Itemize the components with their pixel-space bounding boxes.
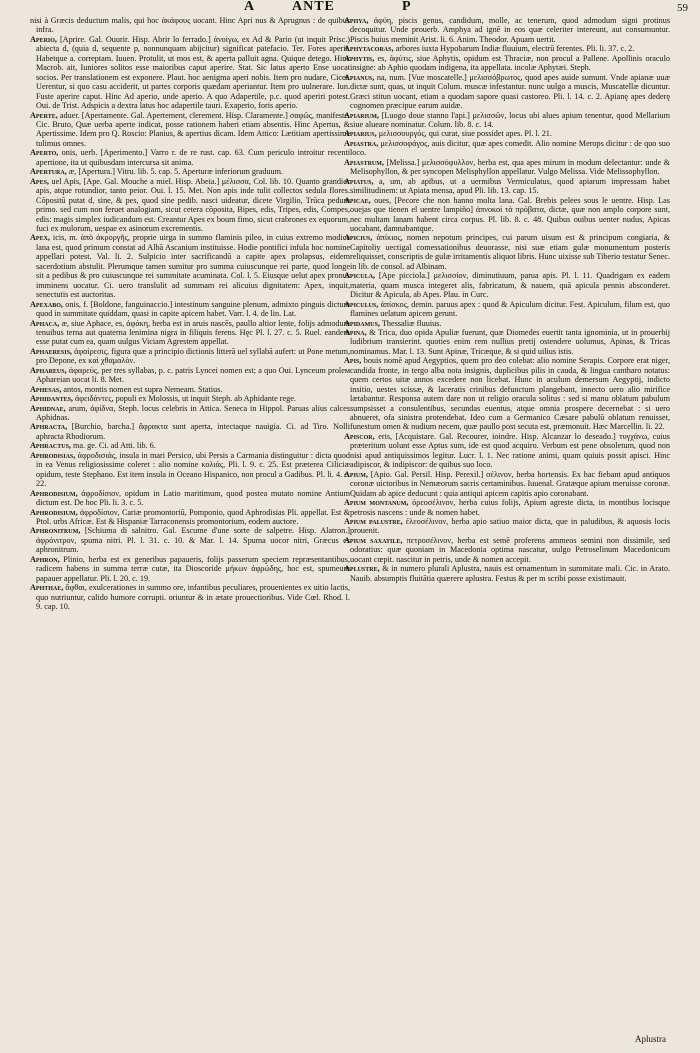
dictionary-entry — [30, 583, 350, 611]
header-word: ANTE — [292, 0, 335, 14]
dictionary-entry — [344, 356, 670, 432]
entry-headword: Aplustre, — [344, 564, 380, 574]
entry-headword: Aphractus, — [30, 441, 71, 451]
dictionary-entry — [344, 328, 670, 356]
header-letter-left: A — [244, 0, 256, 14]
entry-text: ἀφροδίσιον, opidum in Latio maritimum, quod postea mutato nomine Antium dictum est. De hoc Pli. li. 3. c. 5. — [36, 488, 350, 508]
entry-headword: Aperto, — [30, 148, 59, 158]
page-number: 59 — [677, 2, 688, 14]
entry-text: Thessaliæ fluuius. — [381, 318, 442, 328]
entry-headword: Aphrodisium, — [30, 507, 78, 517]
entry-headword: Apicius, — [344, 233, 373, 243]
dictionary-entry — [344, 129, 670, 138]
entry-text: icis, m. ἀπὸ ἀκροργῆς, proprie uirga in summo flaminis pileo, in cuius extremo modica lana est, quod primum constat ad Albā Ascanium instituisse. Hodie pontifici infula hoc nomine appellari potest. Val. li. 2. Sulpicio inter sacrificandū a capite apex prolapsus, eidem sacerdotium abstulit. Plerumque tamen sumitur pro summa cuiuscunque rei parte, quod longe sit a pedibus & pro cuiuscunque rei summitate acuminata. Col. l. 5. Eiusque uelut apex pronus imminens uocatur. Ci. uero translulit ad summam rei alicuius dignitatem: Apex, inquit, senectutis est auctoritas. — [36, 233, 350, 300]
entry-text: & Trica, duo opida Apuliæ fuerunt, quæ Diomedes euertit tanta ignominia, ut in prouerbij ludibrium transierint. quoties enim rem nullius pretij ostendere uolumus, Apinas, & Tricas nominamus. Mar. l. 13. Sunt Apinæ, Tricæque, & si quid uilius istis. — [350, 327, 670, 356]
dictionary-entry — [30, 422, 350, 441]
entry-text: antos, montis nomen est supra Nemeam. Statius. — [63, 384, 223, 394]
entry-headword: Aphracta, — [30, 422, 68, 432]
entry-text: nisi à Græcis deductum malis, qui hoc ἀκάφους uocant. Hinc Apri nus & Aprugnus : de quibus infra. — [30, 16, 350, 35]
dictionary-entry — [30, 366, 350, 385]
dictionary-entry — [30, 148, 350, 167]
entry-text: a, um, ab apibus, ut a uermibus Vermiculatus, quod apiarum impressam habet similitudinem: ut Apiata mensa, apud Pli. lib. 13. cap. 15. — [350, 176, 670, 196]
dictionary-entry — [344, 16, 670, 44]
entry-text: [Ape picciola.] μελισσίον, diminutiuum, parua apis. Pl. l. 11. Quadrigam ex eadem materia, quam musca integeret alis, fabricatum, & nauem, quā apicula pennis absconderet. Dicitur & Apicula, ab Apes. Plau. in Curc. — [350, 271, 670, 300]
left-column — [30, 16, 350, 1036]
entry-headword: Apiatus, — [344, 176, 374, 186]
dictionary-entry — [30, 167, 350, 176]
entry-headword: Apiarius, — [344, 129, 377, 139]
dictionary-entry — [30, 233, 350, 299]
entry-text: æ, [Apertura.] Vitru. lib. 5. cap. 5. Aperturæ inferiorum graduum. — [68, 167, 284, 177]
dictionary-entry — [344, 196, 670, 234]
entry-headword: Aphaeresis, — [30, 346, 72, 356]
entry-text: [Burchio, barcha.] ἄφρακτα sunt aperta, intectaque nauigia. Ci. ad Tiro. Nolli aphracta Rhodiorum. — [36, 422, 350, 441]
entry-headword: Aphron, — [30, 554, 60, 564]
dictionary-entry — [30, 319, 350, 347]
dictionary-entry — [344, 564, 670, 583]
entry-text: ἀφροδισιάς, insula in mari Persico, ubi Persis a Carmania distinguitur : dicta quod in ea Venus religiosissime coleret : alio nomine κολιάς, Pli. l. 9. c. 25. Est præterea Ciliciæ opidum, teste Stephano. Est item insula in Oceano Hispanico, non procul a Gadibus. Pl. li. 4. c. 22. — [36, 450, 350, 489]
entry-headword: Aphrodisium, — [30, 488, 78, 498]
entry-headword: Apes, — [30, 176, 49, 186]
dictionary-entry — [344, 517, 670, 536]
dictionary-entry — [30, 394, 350, 403]
entry-headword: Apium, — [344, 469, 368, 479]
entry-text: ὀρεοσέλινον, herba cuius folijs, Apium agreste dicta, in montibus locisque petrosis nascens : unde & nomen habet. — [350, 498, 670, 517]
entry-text: [Luogo doue stanno l'api.] μελισσῶν, locus ubi alues apium tenentur, quod Mellarium siue alueare nominatur. Colum. lib. 8. c. 14. — [350, 110, 670, 129]
entry-headword: Apiscor, — [344, 431, 375, 441]
entry-text: aduer. [Apertamente. Gal. Apertement, clerement. Hisp. Claramente.] σαφῶς, manifeste. Cic. Bruto, Quæ uerba aperte indicat, posse rationem haberi etiam absentis. Hinc Apertus, & Apertissime. Idem pro Q. Roscio: Planius, & apertius dicam. Idem Attico: Lætitiam apertissime tulimus omnes. — [36, 110, 350, 148]
entry-text: oues, [Pecore che non hanno molta lana. Gal. Brebis pelees sous le uentre. Hisp. Las ouejas que tienen el uentre lampiño] ἀπνοκοὶ τὰ πρόβατα, dictæ, quæ non amplo corpore sunt, nec multam lanam habent circa corpus. Pl. lib. 8. c. 48. Quibus ouibus uenter nudus, Apicas uocabant, damnabantque. — [350, 195, 670, 233]
entry-text: ἀφειδάντες, populi ex Molossis, ut inquit Steph. ab Aphidante rege. — [75, 394, 296, 404]
dictionary-entry — [344, 44, 670, 53]
entry-text: es, ἀφύτις, siue Aphytis, opidum est Thraciæ, non procul a Pallene. Apollinis oraculo insigne: ab Aphio quodam indigena, ita appellata. incolæ Aphytæi. Steph. — [350, 53, 670, 73]
entry-text: ἐλεοσέλινον, herba apio satiuo maior dicta, que in paludibus, & aquosis locis prouenit. — [350, 517, 670, 536]
entry-headword: Aperio, — [30, 34, 57, 44]
entry-headword: Aphytacoras, — [344, 44, 394, 54]
entry-headword: Aphthae, — [30, 583, 64, 593]
entry-headword: Aperte, — [30, 110, 58, 120]
entry-text: μελισσοφάγος, auis dicitur, quæ apes comedit. Alio nomine Merops dicitur : de quo suo loco. — [350, 138, 670, 158]
dictionary-entry — [344, 319, 670, 328]
entry-text: ἀφαίρεσις, figura quæ a principio dictionis litterā uel syllabā aufert: ut Pone metum, pro Depone, ex καὶ χθαμαλὸν. — [36, 346, 350, 366]
dictionary-entry — [30, 16, 350, 35]
dictionary-entry — [344, 432, 670, 470]
dictionary-entry — [30, 404, 350, 423]
entry-text: μελισσουργός, qui curat, siue possidet apes. Pl. l. 21. — [378, 129, 552, 139]
entry-headword: Aphidnae, — [30, 403, 66, 413]
dictionary-entry — [30, 508, 350, 527]
dictionary-entry — [344, 73, 670, 111]
entry-text: arum, ἀφίδνα, Steph. locus celebris in Attica. Seneca in Hippol. Paruas alius calces Aphidnas. — [36, 403, 350, 423]
entry-headword: Apis, — [344, 356, 362, 366]
entry-text: onis, f. [Boldone, fanguinaccio.] intestinum sanguine plenum, admixto pinguis dictum quod in summitate quiddam, quasi in capite apicem habet. Varr. l. 4. de lin. Lat. — [36, 299, 350, 319]
entry-text: ἀφροδίσιον, Cariæ promontoriū, Pomponio, quod Aphrodisias Pli. appellat. Est & Ptol. urbs Africæ. Est & Hispaniæ Tarraconensis promontorium, eodem auctore. — [36, 507, 350, 527]
entry-headword: Apiarium, — [344, 110, 379, 120]
entry-headword: Aphesas, — [30, 384, 62, 394]
entry-headword: Apertura, — [30, 167, 67, 177]
entry-text: bouis nomē apud Aegyptios, quem pro deo colebat: alio nomine Serapis. Corpore erat niger, candida fronte, in tergo alba nota insignis, duplicibus pilis in cauda, & lingua cantharo notatus: quem certos uitæ annos excedere non licebat. Hunc in aculum demersum Aegyptij, indicto insitio, uestes scissæ, & laceratis crinibus defunctum plangebant, innecto uero alio mirifice lætabantur. Responsa autem dare non ut religio oracula solitus : sed si manu oblatum pabulum sumpsisset a consulentibus, secundas euentus, atque omnia prospere decernebat : si uero abnueret, ofa sinistra protendebat. Ideo cum a Germanico Cæsare pabulū oblatum renuisset, funestum omen & nudium necem, quæ paullo post secuta est, præmonuit. Hæc Marcellin. li. 22. — [350, 356, 670, 432]
entry-text: æ, siue Aphace, es, ἀφάκη, herba est in aruis nascēs, paullo altior lente, folijs admodum tenuibus terna aut quaterna lenimina nigra in filiquis ferens. Hęc Pl. l. 27. c. 5. Ruel. eandem esse putat cum ea, quam uulgus Viciam Agrestem appellat. — [36, 318, 350, 347]
entry-text: [Schiuma di salnitro. Gal. Escume d'une sorte de salpetre. Hisp. Alatron.] ἀφρόνιτρον, spuma nitri. Pl. l. 31. c. 10. & Mar. l. 14. Spuma uocor nitri, Græcus es aphronitrum. — [36, 526, 350, 555]
entry-headword: Aphronitrum, — [30, 526, 81, 536]
entry-text: Plinio, herba est ex generibus papaueris, folijs passerum speciem repræsentantibus, radicem habens in summa terræ cutæ, ita Dioscoride μήκων ἀφρώδης, hoc est, spumeum papauer appellatur. Pli. l. 20. c. 19. — [36, 554, 350, 583]
entry-headword: Apicae, — [344, 195, 371, 205]
entry-text: [Aprire. Gal. Ouurir. Hisp. Abrir lo ferrado.] ἀνοίγω, ex Ad & Pario (ut inquit Prisc.) abiecta d, (quia d, sequente p, nonnunquam abijcitur) significat patefacio. Ter. Fores aperit. Habetque a. correptam. Iuuen. Protulit, ut mos est, & aperta palluit agna. Quique detego. Hinc Macrob. ait, Iuniores solitos esse maioribus caput aperire. Stat. Sic latus aperto Ense uocat socios. Per translationem est exponere. Plaut. hoc aenigma aperi nobis. Item pro nudare, Cicer. Uerentur, si quo casu acciderit, ut partes corporis quædam aperiantur. Item pro uulnerare. Iun. Fuste aperire caput. Hinc Ad aperio, unde aperio. A quo Adapertile, p.c. quod aperiri potest. Oui. de Trist. Adspicis a dextra latus hoc adapertile tauri. Exaperio, foris aperio. — [36, 34, 350, 111]
entry-headword: Apina, — [344, 327, 367, 337]
dictionary-entry — [344, 158, 670, 177]
dictionary-entry — [344, 139, 670, 158]
right-column — [344, 16, 670, 1036]
dictionary-entry — [30, 451, 350, 489]
dictionary-entry — [30, 177, 350, 234]
entry-headword: Aphareus, — [30, 365, 67, 375]
entry-text: ἀφαρεύς, per tres syllabas, p. c. patris Lyncei nomen est; a quo Oui. Lynceum proleм Aphareian uocat li. 8. Met. — [36, 365, 350, 385]
entry-text: [Melissa.] μελισσόφυλλον, herba est, qua apes mirum in modum delectantur: unde & Melisophyllon, & per syncopen Melisphyllon appellatur. Vulgo Melissa. Vide Melissophyllon. — [350, 157, 670, 177]
entry-headword: Apicula, — [344, 271, 375, 281]
catchword: Aplustra — [635, 1034, 666, 1044]
dictionary-entry — [344, 271, 670, 299]
entry-headword: Apexabo, — [30, 299, 63, 309]
dictionary-entry — [30, 489, 350, 508]
entry-text: ἀφύη, piscis genus, candidum, molle, ac tenerum, quod admodum signi protinus decoquitur. Unde prouerb. Amphya ad ignē in eos quæ celeriter intereunt, aut consumuntur. Piscis huius meminit Arist. li. 6. Anim. Theodor. Apuam uertit. — [350, 16, 670, 44]
entry-headword: Apium saxatile, — [344, 535, 403, 545]
entry-headword: Apium montanum, — [344, 498, 409, 508]
entry-text: ἀπίκιος, nomen nepotum principes, cui parum uisum est & principum congiaria, & Capitoliy uectigal comessationibus deuorasse, nisi suæ etiam gulæ monumentum posteris reliquisset, conscriptis de gulæ irritamentis aliquot libris. Hunc uixisse sub Tiberio testatur Senec. in lib. de consol. ad Albinam. — [350, 233, 670, 271]
dictionary-entry — [30, 347, 350, 366]
dictionary-entry — [344, 498, 670, 517]
entry-headword: Apianus, — [344, 72, 375, 82]
entry-headword: Apex, — [30, 233, 50, 243]
entry-text: arbores iuxta Hypobarum Indiæ fluuium, electrū ferentes. Pli. li. 37. c. 2. — [395, 44, 635, 54]
entry-text: [Apio. Gal. Persil. Hisp. Perexil.] σέλινον, herba hortensis. Ex hac fiebant apud antiquos coronæ uictoribus in Nemæorum sacris certaminibus. Iuuenal. Gratæque apium meruisse coronæ. Quidam ab apice deducunt : quia antiqui apicem capitis apio coronabant. — [350, 469, 670, 498]
dictionary-entry — [344, 470, 670, 498]
dictionary-entry — [30, 555, 350, 583]
entry-headword: Aphidantes, — [30, 394, 73, 404]
entry-text: ἀπίσκος, demin. paruus apex : quod & Apiculum dicitur. Fest. Apiculum, filum est, quo flamines uelatum apicem gerunt. — [350, 299, 670, 319]
dictionary-entry — [344, 111, 670, 130]
entry-headword: Aphytis, — [344, 53, 375, 63]
dictionary-entry — [344, 177, 670, 196]
entry-text: onis, uerb. [Aperimento.] Varro r. de re rust. cap. 63. Cum periculo introitur recenti apertione, ita ut quibusdam intercursa sit anima. — [36, 148, 350, 167]
dictionary-entry — [344, 233, 670, 271]
entry-headword: Apium palustre, — [344, 517, 403, 527]
entry-headword: Apidamus, — [344, 318, 380, 328]
entry-headword: Apiastra, — [344, 138, 379, 148]
entry-headword: Aphya, — [344, 16, 369, 25]
entry-headword: Aphaca, — [30, 318, 60, 328]
entry-headword: Apiastrum, — [344, 157, 384, 167]
entry-text: eris, [Acquistare. Gal. Recourer, ioindre. Hisp. Alcanzar lo deseado.] τυγχάνω, cuius præteritum uolunt esse Aptus sum, ide est quod acquiro. Verbum est pene obsoletum, quod non nisi apud antiquissimos legitur. Lucr. l. 1. Nec ratione animi, quam quiuis possit apisci. Hinc adipiscor, & indipiscor: de quibus suo loco. — [350, 431, 670, 470]
dictionary-entry — [30, 111, 350, 149]
header-letter-right: P — [402, 0, 412, 14]
dictionary-entry — [30, 35, 350, 111]
dictionary-entry — [30, 526, 350, 554]
dictionary-entry — [344, 536, 670, 564]
dictionary-entry — [30, 300, 350, 319]
entry-text: & in numero plurali Aplustra, nauis est ornamentum in summitate mali. Cic. in Arato. Nauib. absumptis fluitātia quærere aplustra. Festus & per m scribi posse existimauit. — [350, 564, 670, 583]
dictionary-entry — [30, 441, 350, 450]
entry-headword: Aphrodisias, — [30, 450, 76, 460]
dictionary-entry — [344, 300, 670, 319]
entry-text: ma. ge. Ci. ad Atti. lib. 6. — [73, 441, 156, 451]
entry-text: πετροσέλινον, herba est semē proferens ammeos semini non dissimile, sed odoratius: quæ quoniam in Macedonia optima nascatur, uulgo Petroselinum Macedonicum uocant cœpit. nascitur in petris, unde & nomen accepit. — [350, 535, 670, 564]
entry-headword: Apiculus, — [344, 299, 379, 309]
entry-text: ἄφθαι, exulcerationes in summo ore, infantibus peculiares, prouenientes ex uitio lactis, quo nutriuntur, calido humore corrupti. oriuntur & in ætate prouectioribus. Vide Cœl. Rhod. l. 9. cap. 10. — [36, 583, 350, 612]
entry-text: na, num. [Vue moscatelle.] μελισσόβρωτος, quod apes auide sumunt. Vnde apianæ uuæ dictæ sunt, quas, ut inquit Colum. muscæ infestantur. nunc uulgo a muscis, Muscatellæ dicuntur. Græci stitun uocant, etiam a quodam sapore quasi castoreo. Pli. l. 14. c. 2. Apianę apes dederę cognomen præcipue earum auidæ. — [350, 72, 670, 111]
dictionary-entry — [30, 385, 350, 394]
entry-text: uel Apis, [Ape. Gal. Mouche a miel. Hisp. Abeia.] μέλισσα, Col. lib. 10. Quanto grandior apis, atque rotundior, tanto peior. Oui. l. 15. Met. Non apis inde tulit collectos sedula flores. Cōpositū putat d, sine, & pes, quod sine pedib. nasci uideatur, dicete Virgilio, Trūca pedum primo. sed cum non feruet analogiam, sicut cetera cōposita, Bipes, edis, Tripes, edis, Compes, edis: magis simplex iudicandum est. Creantur Apes ex boum fimo, sicut crabrones ex equorum, fuci ex mulorum, uespae ex asinorum excrementis. — [36, 176, 350, 233]
dictionary-entry — [344, 54, 670, 73]
